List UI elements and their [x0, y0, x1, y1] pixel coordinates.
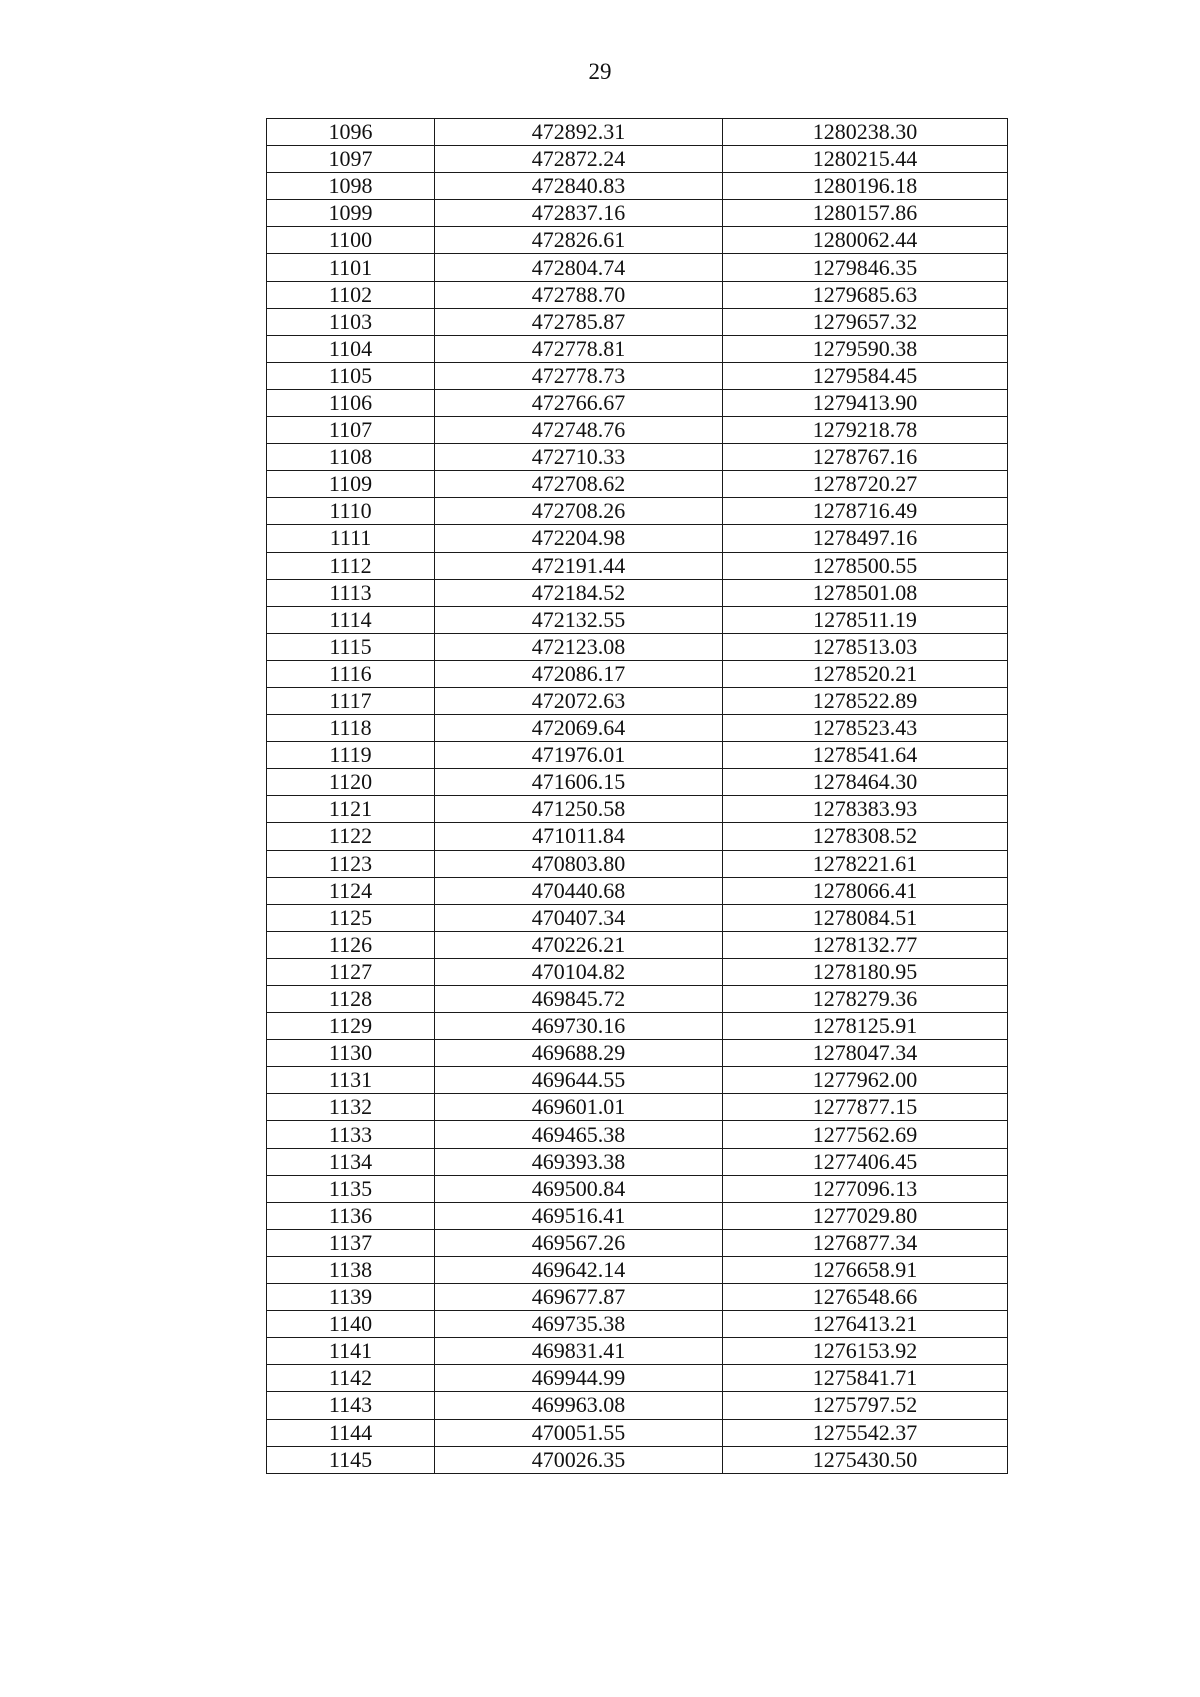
x-coordinate-cell: 472778.81: [435, 335, 723, 362]
x-coordinate-cell: 469944.99: [435, 1365, 723, 1392]
y-coordinate-cell: 1278500.55: [723, 552, 1008, 579]
y-coordinate-cell: 1276153.92: [723, 1338, 1008, 1365]
x-coordinate-cell: 472804.74: [435, 254, 723, 281]
x-coordinate-cell: 470104.82: [435, 958, 723, 985]
point-number-cell: 1124: [267, 877, 435, 904]
point-number-cell: 1110: [267, 498, 435, 525]
table-row: [267, 1175, 1008, 1202]
y-coordinate-cell: 1278132.77: [723, 931, 1008, 958]
table-row: [267, 687, 1008, 714]
x-coordinate-cell: 472788.70: [435, 281, 723, 308]
x-coordinate-cell: 472872.24: [435, 146, 723, 173]
y-coordinate-cell: 1278767.16: [723, 444, 1008, 471]
y-coordinate-cell: 1275430.50: [723, 1446, 1008, 1473]
x-coordinate-cell: 469735.38: [435, 1311, 723, 1338]
point-number-cell: 1142: [267, 1365, 435, 1392]
point-number-cell: 1128: [267, 986, 435, 1013]
y-coordinate-cell: 1278511.19: [723, 606, 1008, 633]
point-number-cell: 1100: [267, 227, 435, 254]
x-coordinate-cell: 472766.67: [435, 389, 723, 416]
x-coordinate-cell: 469393.38: [435, 1148, 723, 1175]
point-number-cell: 1106: [267, 389, 435, 416]
point-number-cell: 1101: [267, 254, 435, 281]
y-coordinate-cell: 1278125.91: [723, 1013, 1008, 1040]
y-coordinate-cell: 1280157.86: [723, 200, 1008, 227]
y-coordinate-cell: 1279590.38: [723, 335, 1008, 362]
point-number-cell: 1119: [267, 742, 435, 769]
x-coordinate-cell: 472184.52: [435, 579, 723, 606]
table-row: [267, 1365, 1008, 1392]
x-coordinate-cell: 471011.84: [435, 823, 723, 850]
table-row: [267, 823, 1008, 850]
point-number-cell: 1140: [267, 1311, 435, 1338]
y-coordinate-cell: 1278523.43: [723, 715, 1008, 742]
point-number-cell: 1141: [267, 1338, 435, 1365]
y-coordinate-cell: 1278464.30: [723, 769, 1008, 796]
table-row: [267, 1013, 1008, 1040]
point-number-cell: 1111: [267, 525, 435, 552]
point-number-cell: 1143: [267, 1392, 435, 1419]
y-coordinate-cell: 1278180.95: [723, 958, 1008, 985]
y-coordinate-cell: 1279846.35: [723, 254, 1008, 281]
x-coordinate-cell: 472204.98: [435, 525, 723, 552]
table-row: [267, 173, 1008, 200]
point-number-cell: 1098: [267, 173, 435, 200]
point-number-cell: 1126: [267, 931, 435, 958]
point-number-cell: 1118: [267, 715, 435, 742]
x-coordinate-cell: 470803.80: [435, 850, 723, 877]
point-number-cell: 1097: [267, 146, 435, 173]
y-coordinate-cell: 1278221.61: [723, 850, 1008, 877]
table-row: [267, 986, 1008, 1013]
x-coordinate-cell: 472069.64: [435, 715, 723, 742]
table-row: [267, 796, 1008, 823]
y-coordinate-cell: 1275841.71: [723, 1365, 1008, 1392]
table-row: [267, 389, 1008, 416]
point-number-cell: 1122: [267, 823, 435, 850]
y-coordinate-cell: 1278383.93: [723, 796, 1008, 823]
point-number-cell: 1104: [267, 335, 435, 362]
table-row: [267, 1311, 1008, 1338]
y-coordinate-cell: 1279685.63: [723, 281, 1008, 308]
table-row: [267, 1229, 1008, 1256]
x-coordinate-cell: 469642.14: [435, 1256, 723, 1283]
x-coordinate-cell: 472708.26: [435, 498, 723, 525]
y-coordinate-cell: 1278520.21: [723, 660, 1008, 687]
point-number-cell: 1120: [267, 769, 435, 796]
x-coordinate-cell: 469677.87: [435, 1284, 723, 1311]
x-coordinate-cell: 469730.16: [435, 1013, 723, 1040]
y-coordinate-cell: 1280215.44: [723, 146, 1008, 173]
x-coordinate-cell: 472892.31: [435, 119, 723, 146]
point-number-cell: 1105: [267, 362, 435, 389]
y-coordinate-cell: 1276413.21: [723, 1311, 1008, 1338]
table-row: [267, 1446, 1008, 1473]
x-coordinate-cell: 472072.63: [435, 687, 723, 714]
table-row: [267, 552, 1008, 579]
y-coordinate-cell: 1278541.64: [723, 742, 1008, 769]
table-row: [267, 444, 1008, 471]
point-number-cell: 1139: [267, 1284, 435, 1311]
y-coordinate-cell: 1278066.41: [723, 877, 1008, 904]
table-row: [267, 1419, 1008, 1446]
point-number-cell: 1138: [267, 1256, 435, 1283]
y-coordinate-cell: 1278513.03: [723, 633, 1008, 660]
coordinates-table: [266, 118, 1008, 1474]
point-number-cell: 1123: [267, 850, 435, 877]
coordinates-table-body: [267, 119, 1008, 1474]
table-row: [267, 715, 1008, 742]
x-coordinate-cell: 471606.15: [435, 769, 723, 796]
x-coordinate-cell: 471250.58: [435, 796, 723, 823]
x-coordinate-cell: 472132.55: [435, 606, 723, 633]
y-coordinate-cell: 1280062.44: [723, 227, 1008, 254]
point-number-cell: 1134: [267, 1148, 435, 1175]
x-coordinate-cell: 472086.17: [435, 660, 723, 687]
table-row: [267, 1338, 1008, 1365]
table-row: [267, 1067, 1008, 1094]
x-coordinate-cell: 472837.16: [435, 200, 723, 227]
table-row: [267, 931, 1008, 958]
x-coordinate-cell: 472840.83: [435, 173, 723, 200]
y-coordinate-cell: 1278084.51: [723, 904, 1008, 931]
x-coordinate-cell: 472826.61: [435, 227, 723, 254]
y-coordinate-cell: 1276877.34: [723, 1229, 1008, 1256]
x-coordinate-cell: 472191.44: [435, 552, 723, 579]
x-coordinate-cell: 469845.72: [435, 986, 723, 1013]
x-coordinate-cell: 469500.84: [435, 1175, 723, 1202]
point-number-cell: 1114: [267, 606, 435, 633]
y-coordinate-cell: 1279584.45: [723, 362, 1008, 389]
y-coordinate-cell: 1278308.52: [723, 823, 1008, 850]
table-row: [267, 850, 1008, 877]
x-coordinate-cell: 470051.55: [435, 1419, 723, 1446]
table-row: [267, 1094, 1008, 1121]
y-coordinate-cell: 1278497.16: [723, 525, 1008, 552]
y-coordinate-cell: 1278279.36: [723, 986, 1008, 1013]
y-coordinate-cell: 1280238.30: [723, 119, 1008, 146]
point-number-cell: 1112: [267, 552, 435, 579]
y-coordinate-cell: 1277029.80: [723, 1202, 1008, 1229]
y-coordinate-cell: 1277096.13: [723, 1175, 1008, 1202]
point-number-cell: 1133: [267, 1121, 435, 1148]
y-coordinate-cell: 1278716.49: [723, 498, 1008, 525]
x-coordinate-cell: 470407.34: [435, 904, 723, 931]
table-row: [267, 335, 1008, 362]
table-row: [267, 281, 1008, 308]
table-row: [267, 254, 1008, 281]
x-coordinate-cell: 472785.87: [435, 308, 723, 335]
table-row: [267, 362, 1008, 389]
y-coordinate-cell: 1278522.89: [723, 687, 1008, 714]
table-row: [267, 417, 1008, 444]
point-number-cell: 1103: [267, 308, 435, 335]
point-number-cell: 1109: [267, 471, 435, 498]
table-row: [267, 1202, 1008, 1229]
y-coordinate-cell: 1278501.08: [723, 579, 1008, 606]
table-row: [267, 227, 1008, 254]
y-coordinate-cell: 1277962.00: [723, 1067, 1008, 1094]
table-row: [267, 877, 1008, 904]
y-coordinate-cell: 1278047.34: [723, 1040, 1008, 1067]
x-coordinate-cell: 470440.68: [435, 877, 723, 904]
point-number-cell: 1129: [267, 1013, 435, 1040]
table-row: [267, 1284, 1008, 1311]
point-number-cell: 1108: [267, 444, 435, 471]
table-row: [267, 1121, 1008, 1148]
x-coordinate-cell: 469688.29: [435, 1040, 723, 1067]
table-row: [267, 1256, 1008, 1283]
x-coordinate-cell: 472123.08: [435, 633, 723, 660]
x-coordinate-cell: 472778.73: [435, 362, 723, 389]
point-number-cell: 1136: [267, 1202, 435, 1229]
y-coordinate-cell: 1275797.52: [723, 1392, 1008, 1419]
y-coordinate-cell: 1277406.45: [723, 1148, 1008, 1175]
table-row: [267, 958, 1008, 985]
y-coordinate-cell: 1280196.18: [723, 173, 1008, 200]
table-row: [267, 579, 1008, 606]
page-number: 29: [588, 59, 612, 84]
point-number-cell: 1121: [267, 796, 435, 823]
point-number-cell: 1144: [267, 1419, 435, 1446]
y-coordinate-cell: 1277562.69: [723, 1121, 1008, 1148]
y-coordinate-cell: 1279657.32: [723, 308, 1008, 335]
point-number-cell: 1117: [267, 687, 435, 714]
y-coordinate-cell: 1276658.91: [723, 1256, 1008, 1283]
y-coordinate-cell: 1277877.15: [723, 1094, 1008, 1121]
table-row: [267, 200, 1008, 227]
y-coordinate-cell: 1275542.37: [723, 1419, 1008, 1446]
point-number-cell: 1132: [267, 1094, 435, 1121]
x-coordinate-cell: 470226.21: [435, 931, 723, 958]
x-coordinate-cell: 469963.08: [435, 1392, 723, 1419]
y-coordinate-cell: 1278720.27: [723, 471, 1008, 498]
point-number-cell: 1131: [267, 1067, 435, 1094]
table-row: [267, 904, 1008, 931]
x-coordinate-cell: 472708.62: [435, 471, 723, 498]
point-number-cell: 1113: [267, 579, 435, 606]
point-number-cell: 1096: [267, 119, 435, 146]
x-coordinate-cell: 471976.01: [435, 742, 723, 769]
x-coordinate-cell: 469516.41: [435, 1202, 723, 1229]
point-number-cell: 1102: [267, 281, 435, 308]
table-row: [267, 1040, 1008, 1067]
point-number-cell: 1145: [267, 1446, 435, 1473]
point-number-cell: 1107: [267, 417, 435, 444]
table-row: [267, 633, 1008, 660]
x-coordinate-cell: 469601.01: [435, 1094, 723, 1121]
y-coordinate-cell: 1279413.90: [723, 389, 1008, 416]
table-row: [267, 660, 1008, 687]
table-row: [267, 119, 1008, 146]
table-row: [267, 498, 1008, 525]
point-number-cell: 1127: [267, 958, 435, 985]
table-row: [267, 525, 1008, 552]
point-number-cell: 1135: [267, 1175, 435, 1202]
point-number-cell: 1125: [267, 904, 435, 931]
x-coordinate-cell: 469831.41: [435, 1338, 723, 1365]
table-row: [267, 742, 1008, 769]
x-coordinate-cell: 470026.35: [435, 1446, 723, 1473]
table-row: [267, 1392, 1008, 1419]
point-number-cell: 1130: [267, 1040, 435, 1067]
point-number-cell: 1137: [267, 1229, 435, 1256]
x-coordinate-cell: 469465.38: [435, 1121, 723, 1148]
x-coordinate-cell: 472710.33: [435, 444, 723, 471]
point-number-cell: 1116: [267, 660, 435, 687]
x-coordinate-cell: 469644.55: [435, 1067, 723, 1094]
table-row: [267, 471, 1008, 498]
y-coordinate-cell: 1276548.66: [723, 1284, 1008, 1311]
table-row: [267, 146, 1008, 173]
y-coordinate-cell: 1279218.78: [723, 417, 1008, 444]
x-coordinate-cell: 472748.76: [435, 417, 723, 444]
table-row: [267, 308, 1008, 335]
table-row: [267, 606, 1008, 633]
point-number-cell: 1099: [267, 200, 435, 227]
point-number-cell: 1115: [267, 633, 435, 660]
table-row: [267, 1148, 1008, 1175]
table-row: [267, 769, 1008, 796]
x-coordinate-cell: 469567.26: [435, 1229, 723, 1256]
